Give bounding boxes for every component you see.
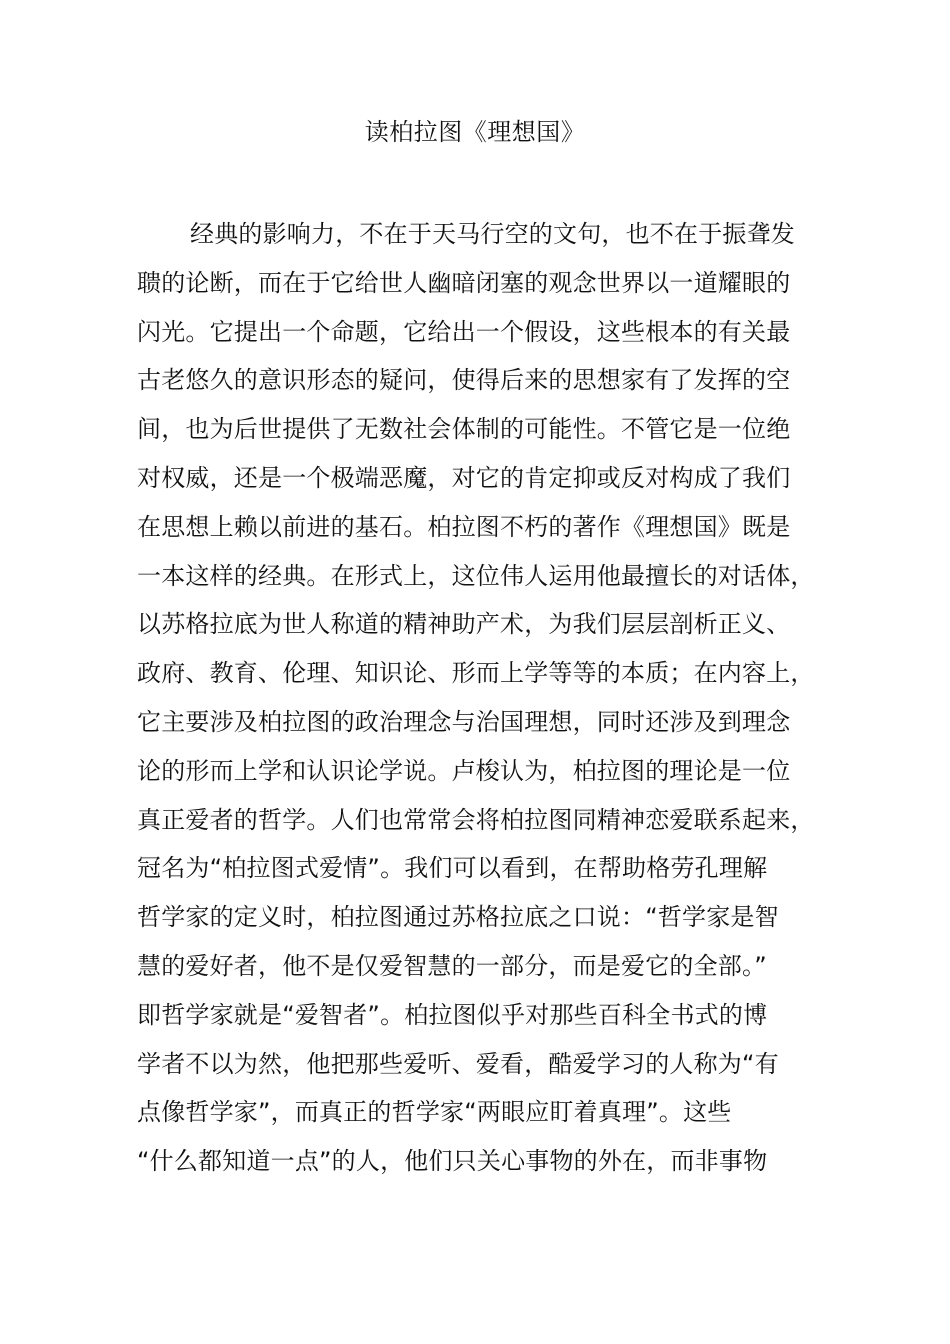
body-line: 古老悠久的意识形态的疑问，使得后来的思想家有了发挥的空 xyxy=(137,366,791,395)
body-line: 点像哲学家”，而真正的哲学家“两眼应盯着真理”。这些 xyxy=(137,1098,732,1127)
body-line: 经典的影响力，不在于天马行空的文句，也不在于振聋发 xyxy=(190,220,795,248)
document-title: 读柏拉图《理想国》 xyxy=(364,118,586,146)
body-line: 间，也为后世提供了无数社会体制的可能性。不管它是一位绝 xyxy=(137,415,791,444)
body-line: 闪光。它提出一个命题，它给出一个假设，这些根本的有关最 xyxy=(137,317,791,346)
document-body xyxy=(137,210,837,1186)
body-line: 论的形而上学和认识论学说。卢梭认为，柏拉图的理论是一位 xyxy=(137,756,791,785)
body-line: 真正爱者的哲学。人们也常常会将柏拉图同精神恋爱联系起来， xyxy=(137,805,815,834)
body-line: 它主要涉及柏拉图的政治理念与治国理想，同时还涉及到理念 xyxy=(137,707,791,736)
body-line: 以苏格拉底为世人称道的精神助产术，为我们层层剖析正义、 xyxy=(137,610,791,639)
body-line: 学者不以为然，他把那些爱听、爱看，酷爱学习的人称为“有 xyxy=(137,1049,779,1078)
body-line: 哲学家的定义时，柏拉图通过苏格拉底之口说：“哲学家是智 xyxy=(137,903,779,932)
body-line: 政府、教育、伦理、知识论、形而上学等等的本质；在内容上， xyxy=(137,659,815,688)
body-line: 聩的论断，而在于它给世人幽暗闭塞的观念世界以一道耀眼的 xyxy=(137,268,791,297)
body-line: 在思想上赖以前进的基石。柏拉图不朽的著作《理想国》既是 xyxy=(137,512,791,541)
body-line: 一本这样的经典。在形式上，这位伟人运用他最擅长的对话体， xyxy=(137,561,815,590)
body-line: “什么都知道一点”的人，他们只关心事物的外在，而非事物 xyxy=(137,1147,768,1176)
body-line: 冠名为“柏拉图式爱情”。我们可以看到，在帮助格劳孔理解 xyxy=(137,854,768,883)
body-line: 慧的爱好者，他不是仅爱智慧的一部分，而是爱它的全部。” xyxy=(137,951,767,980)
body-line: 对权威，还是一个极端恶魔，对它的肯定抑或反对构成了我们 xyxy=(137,463,791,492)
body-line: 即哲学家就是“爱智者”。柏拉图似乎对那些百科全书式的博 xyxy=(137,1000,768,1029)
